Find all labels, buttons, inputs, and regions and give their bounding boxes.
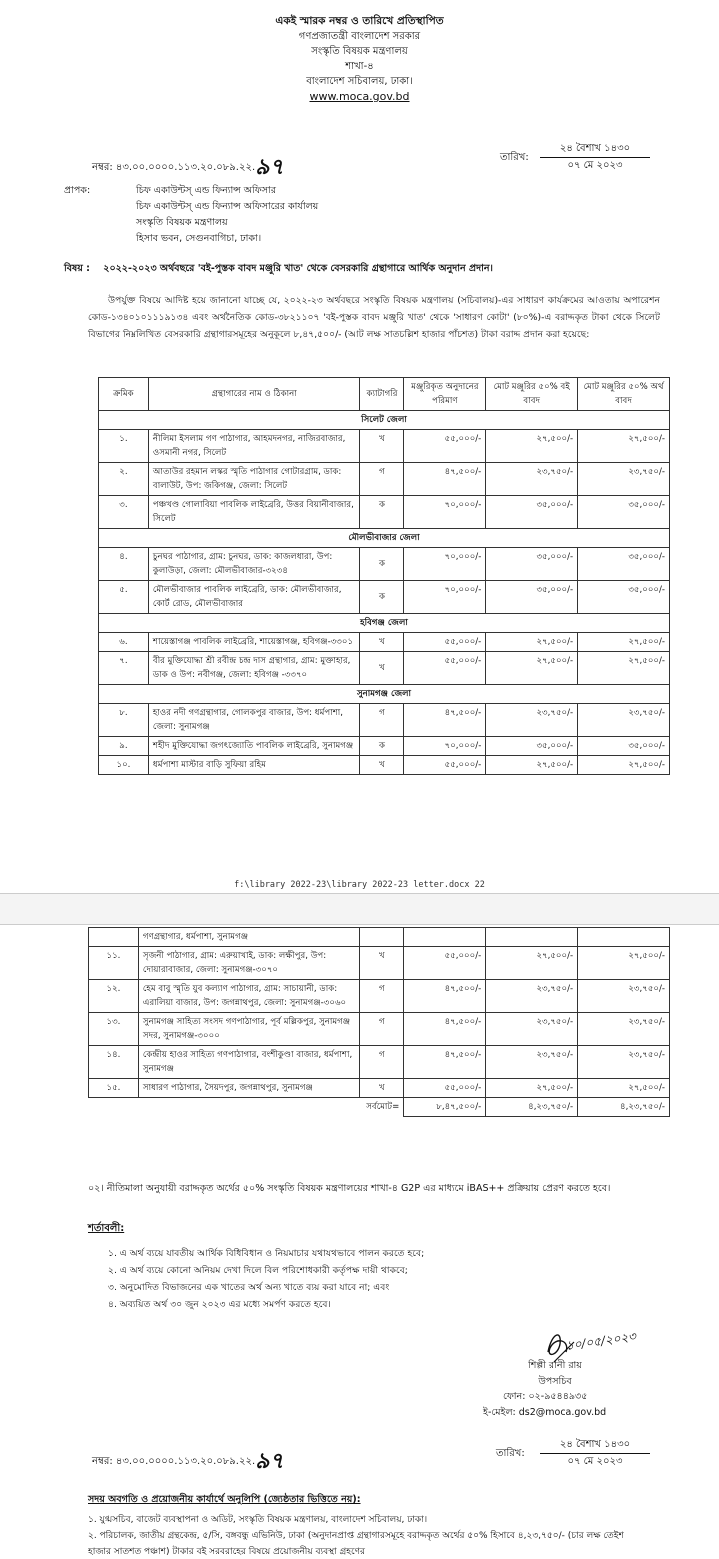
cell-books: ২৩,৭৫০/- [486,980,578,1013]
col-header-category: ক্যাটাগরি [360,378,404,411]
table-row [99,496,670,529]
table-row [99,463,670,496]
grant-table-page2 [88,927,670,1117]
cell-category: ক [360,496,404,529]
cell-library: ধর্মপাশা মাস্টার বাড়ি সুফিয়া রহিম [148,756,360,775]
office-address: বাংলাদেশ সচিবালয়, ঢাকা। [306,76,413,87]
date-box [540,141,650,174]
cell-library: চুনঘর পাঠাগার, গ্রাম: চুনঘর, ডাক: কাজলধারা, উপ: কুলাউড়া, জেলা: মৌলভীবাজার-৩২৩৪ [148,548,360,581]
district-row [99,614,670,633]
signatory-phone: ফোন: ০২-৯৫৪৪৯৩৫ [503,1391,588,1402]
cell-books: ৩৫,০০০/- [486,581,578,614]
cell-cash: ২৩,৭৫০/- [578,1013,670,1046]
memo-reference-repeat [92,1444,284,1481]
cell-serial: ৯. [99,737,149,756]
memo-reference [92,150,284,187]
memo-ref-label: নম্বর: [92,162,113,173]
cell-serial: ২. [99,463,149,496]
cell-category: খ [360,652,404,685]
cell-serial: ৭. [99,652,149,685]
branch-name: শাখা-৪ [345,61,374,72]
cell-cash: ২৭,৫০০/- [578,756,670,775]
memo-ref-handwritten: ৯৭ [255,154,284,180]
subject-line [64,262,493,277]
district-row [99,685,670,704]
cell-category: খ [360,430,404,463]
grant-table-page1 [98,377,670,775]
cell-category: খ [360,947,404,980]
col-header-grant: মঞ্জুরিকৃত অনুদানের পরিমাণ [404,378,486,411]
cell-library: হাওর নদী গণগ্রন্থাগার, গোলকপুর বাজার, উপ: ধর্মপাশা, জেলা: সুনামগঞ্জ [148,704,360,737]
signature-block [480,1358,630,1390]
cell-category: গ [360,1013,404,1046]
cell-serial: ১৩. [89,1013,139,1046]
col-header-library: গ্রন্থাগারের নাম ও ঠিকানা [148,378,360,411]
table-row [99,704,670,737]
status-bar-strip [0,0,719,8]
cell-grant: ৭০,০০০/- [404,548,486,581]
signatory-email: ই-মেইল: ds2@moca.gov.bd [483,1407,607,1418]
cell-serial: ১১. [89,947,139,980]
cell-category: খ [360,633,404,652]
cell-books: ৩৫,০০০/- [486,548,578,581]
continuation-row [89,928,670,947]
date-label: তারিখ: [496,1448,525,1459]
recipient-label: প্রাপক: [64,185,91,196]
cell-serial: ৩. [99,496,149,529]
recipient-line: সংস্কৃতি বিষয়ক মন্ত্রণালয় [136,217,228,228]
cell-cash: ২৩,৭৫০/- [578,704,670,737]
cell-grant: ৭০,০০০/- [404,737,486,756]
cell-cash: ৩৫,০০০/- [578,548,670,581]
cell-books: ২৩,৭৫০/- [486,704,578,737]
cell-library: হেম বাবু স্মৃতি যুব কল্যাণ পাঠাগার, গ্রাম: সাচায়ানী, ডাক: এরালিয়া বাজার, উপ: জগন্নাথপুর, জেলা: সুনামগঞ্জ-৩০৬০ [138,980,360,1013]
letterhead [0,14,719,104]
cell-cash: ২৭,৫০০/- [578,1079,670,1098]
cell-cash: ২৭,৫০০/- [578,633,670,652]
table-row [89,947,670,980]
copy-item: ১. যুগ্মসচিব, বাজেট ব্যবস্থাপনা ও অডিট, সংস্কৃতি বিষয়ক মন্ত্রণালয়, বাংলাদেশ সচিবালয়, ঢাকা। [88,1515,428,1525]
cell-library: সাধারণ পাঠাগার, সৈয়দপুর, জগন্নাথপুর, সুনামগঞ্জ [138,1079,360,1098]
signatory-designation: উপসচিব [538,1376,572,1387]
district-name: সিলেট জেলা [99,411,670,430]
cell-cash: ২৩,৭৫০/- [578,463,670,496]
cell-grant: ৪৭,৫০০/- [404,704,486,737]
table-row [99,756,670,775]
cell-grant: ৫৫,০০০/- [404,430,486,463]
cell-serial: ৪. [99,548,149,581]
cell-books: ২৩,৭৫০/- [486,1046,578,1079]
cell-grant: ৫৫,০০০/- [404,756,486,775]
cell-serial: ১৪. [89,1046,139,1079]
district-name: সুনামগঞ্জ জেলা [99,685,670,704]
cell-category: ক [360,548,404,581]
date-label: তারিখ: [500,152,529,163]
col-header-cash: মোট মঞ্জুরির ৫০% অর্থ বাবদ [578,378,670,411]
cell-books: ২৩,৭৫০/- [486,463,578,496]
note-02: ০২। নীতিমালা অনুযায়ী বরাদ্দকৃত অর্থের ৫০% সংস্কৃতি বিষয়ক মন্ত্রণালয়ের শাখা-৪ G2P এর মাধ্যমে iBAS++ প্রক্রিয়ায় প্রেরণ করতে হবে। [88,1183,611,1194]
table-header-row [99,378,670,411]
cell-books: ৩৫,০০০/- [486,737,578,756]
cell-grant: ৪৭,৫০০/- [404,1013,486,1046]
table-row [89,1013,670,1046]
cell-books: ২৭,৫০০/- [486,652,578,685]
signatory-name: শিল্পী রানী রায় [528,1360,582,1371]
cell-cash: ২৩,৭৫০/- [578,1046,670,1079]
table-row [99,581,670,614]
memo-ref-label: নম্বর: [92,1456,113,1467]
table-row [99,633,670,652]
subject-text: ২০২২-২০২৩ অর্থবছরে 'বই-পুস্তক বাবদ মঞ্জুরি খাত' থেকে বেসরকারি গ্রন্থাগারে আর্থিক অনুদান প্রদান। [103,263,493,274]
date-bangla: ২৪ বৈশাখ ১৪৩০ [540,141,650,158]
copy-heading: সদয় অবগতি ও প্রয়োজনীয় কার্যার্থে অনুলিপি (জ্যেষ্ঠতার ভিত্তিতে নয়): [88,1494,361,1505]
cell-category: গ [360,1046,404,1079]
cell-serial: ১৫. [89,1079,139,1098]
table-row [89,1046,670,1079]
signature-date: ১০/০৫/২০২৩ [565,1329,637,1353]
cell-category: গ [360,980,404,1013]
cell-library: সৃজনী পাঠাগার, গ্রাম: এরুয়াখাই, ডাক: লক্ষীপুর, উপ: দোয়ারাবাজার, জেলা: সুনামগঞ্জ-৩০৭০ [138,947,360,980]
cell-serial: ৮. [99,704,149,737]
cell-library: বীর মুক্তিযোদ্ধা শ্রী রবীন্দ্র চন্দ্র দাস গ্রন্থাগার, গ্রাম: মুক্তাহার, ডাক ও উপ: নবীগঞ্জ, জেলা: হবিগঞ্জ -৩৩৭০ [148,652,360,685]
cell-grant: ৫৫,০০০/- [404,1079,486,1098]
cell-library: নীলিমা ইসলাম গণ পাঠাগার, আহমদনগর, নাজিরবাজার, ওসমানী নগর, সিলেট [148,430,360,463]
cell-serial: ৫. [99,581,149,614]
cell-grant: ৪৭,৫০০/- [404,463,486,496]
date-box-repeat [540,1437,650,1470]
cell-books: ২৭,৫০০/- [486,947,578,980]
page-break [0,893,719,925]
col-header-books: মোট মঞ্জুরির ৫০% বই বাবদ [486,378,578,411]
file-path-footer: f:\library 2022-23\library 2022-23 letter.docx 22 [234,880,485,890]
cell-library: সুনামগঞ্জ সাহিত্য সংসদ গণপাঠাগার, পূর্ব মল্লিকপুর, সুনামগঞ্জ সদর, সুনামগঞ্জ-৩০০০ [138,1013,360,1046]
col-header-serial: ক্রমিক [99,378,149,411]
cell-grant: ৭০,০০০/- [404,581,486,614]
cell-grant: ৫৫,০০০/- [404,947,486,980]
date-english: ০৭ মে ২০২৩ [567,160,623,171]
ministry-name: সংস্কৃতি বিষয়ক মন্ত্রণালয় [311,46,408,57]
cell-cash: ২৩,৭৫০/- [578,980,670,1013]
date-bangla: ২৪ বৈশাখ ১৪৩০ [540,1437,650,1454]
cell-cash: ৩৫,০০০/- [578,581,670,614]
cell-books: ২৭,৫০০/- [486,756,578,775]
recipient-line: হিসাব ভবন, সেগুনবাগিচা, ঢাকা। [136,233,262,244]
condition-item: ৪. অব্যয়িত অর্থ ৩০ জুন ২০২৩ এর মধ্যে সমর্পণ করতে হবে। [108,1299,331,1310]
total-row [89,1098,670,1117]
cell-cash: ২৭,৫০০/- [578,430,670,463]
government-name: গণপ্রজাতন্ত্রী বাংলাদেশ সরকার [298,31,421,42]
condition-item: ১. এ অর্থ ব্যয়ে যাবতীয় আর্থিক বিধিবিধান ও নিয়মাচার যথাযথভাবে পালন করতে হবে; [108,1248,425,1259]
total-label: সর্বমোট= [89,1098,404,1117]
cell-serial: ১০. [99,756,149,775]
district-name: হবিগঞ্জ জেলা [99,614,670,633]
body-paragraph: উপর্যুক্ত বিষয়ে আদিষ্ট হয়ে জানানো যাচ্ছে যে, ২০২২-২৩ অর্থবছরে সংস্কৃতি বিষয়ক মন্ত্রণালয় (সচিবালয়)-এর সাধারণ কার্যক্রমের আওতায় অপারেশন কোড-১৩৪০১০১১১৯১৩৪ এবং অর্থনৈতিক কোড-৩৮২১১০৭ 'বই-পুস্তক বাবদ মঞ্জুরি খাত' থেকে 'সাধারণ কোটা' (৮০%)-এ বরাদ্দকৃত টাকা থেকে সিলেট বিভাগের নিম্নলিখিত বেসরকারি গ্রন্থাগারসমূহের অনুকূলে ৮,৪৭,৫০০/- (আট লক্ষ সাতচল্লিশ হাজার পাঁচশত) টাকা বরাদ্দ প্রদান করা হয়েছে: [88,295,660,340]
cell-grant: ৫৫,০০০/- [404,633,486,652]
cell-serial: ১২. [89,980,139,1013]
recipient-line: চিফ একাউন্টস্ এন্ড ফিন্যান্স অফিসার [136,185,276,196]
cell-serial: ১. [99,430,149,463]
conditions-heading: শর্তাবলী: [88,1223,125,1234]
table-row [99,737,670,756]
subject-label: বিষয় : [64,263,90,274]
cell-category: ক [360,581,404,614]
cell-serial: ৬. [99,633,149,652]
cell-books: ৩৫,০০০/- [486,496,578,529]
total-grant: ৮,৪৭,৫০০/- [404,1098,486,1117]
condition-item: ৩. অনুমোদিত বিভাজনের এক খাতের অর্থ অন্য খাতে ব্যয় করা যাবে না; এবং [108,1282,390,1293]
cell-category: ক [360,737,404,756]
cell-grant: ৪৭,৫০০/- [404,980,486,1013]
cell-grant: ৪৭,৫০০/- [404,1046,486,1079]
table-row [99,548,670,581]
cell-books: ২৩,৭৫০/- [486,1013,578,1046]
cell-library: আতাউর রহমান লস্কর স্মৃতি পাঠাগার গোটারগ্রাম, ডাক: বালাউট, উপ: জকিগঞ্জ, জেলা: সিলেট [148,463,360,496]
copy-item: ২. পরিচালক, জাতীয় গ্রন্থকেন্দ্র, ৫/সি, বঙ্গবন্ধু এভিনিউ, ঢাকা (অনুদানপ্রাপ্ত গ্রন্থাগারসমূহে বরাদ্দকৃত অর্থের ৫০% হিসাবে ৪,২৩,৭৫০/- (চার লক্ষ তেইশ হাজার সাতশত পঞ্চাশ) টাকার বই সরবরাহের বিষয়ে প্রয়োজনীয় ব্যবস্থা গ্রহণের [88,1531,624,1557]
memo-ref-number: ৪৩.০০.০০০০.১১৩.২০.০৮৯.২২. [115,1456,256,1467]
district-row [99,529,670,548]
cell-library-continued: গণগ্রন্থাগার, ধর্মপাশা, সুনামগঞ্জ [138,928,360,947]
cell-books: ২৭,৫০০/- [486,633,578,652]
cell-library: শহীদ মুক্তিযোদ্ধা জগৎজ্যোতি পাবলিক লাইব্রেরি, সুনামগঞ্জ [148,737,360,756]
cell-library: শায়েস্তাগঞ্জ পাবলিক লাইব্রেরি, শায়েস্তাগঞ্জ, হবিগঞ্জ-৩৩০১ [148,633,360,652]
cell-books: ২৭,৫০০/- [486,430,578,463]
cell-category: খ [360,756,404,775]
recipient-line: চিফ একাউন্টস্ এন্ড ফিন্যান্স অফিসারের কার্যালয় [136,201,319,212]
cell-cash: ৩৫,০০০/- [578,496,670,529]
table-row [99,652,670,685]
memo-ref-handwritten: ৯৭ [255,1448,284,1474]
cell-category: গ [360,704,404,737]
cell-library: মৌলভীবাজার পাবলিক লাইব্রেরি, ডাক: মৌলভীবাজার, কোর্ট রোড, মৌলভীবাজার [148,581,360,614]
cell-category: খ [360,1079,404,1098]
table-row [89,1079,670,1098]
website-link[interactable]: www.moca.gov.bd [309,90,410,103]
cell-grant: ৭০,০০০/- [404,496,486,529]
cell-books: ২৭,৫০০/- [486,1079,578,1098]
total-cash: ৪,২৩,৭৫০/- [578,1098,670,1117]
table-row [99,430,670,463]
cell-category: গ [360,463,404,496]
cell-library: পঞ্চখণ্ড গোলাবিয়া পাবলিক লাইব্রেরি, উত্তর বিয়ানীবাজার, সিলেট [148,496,360,529]
replacement-note: একই স্মারক নম্বর ও তারিখে প্রতিস্থাপিত [275,15,444,27]
date-english: ০৭ মে ২০২৩ [567,1456,623,1467]
cell-grant: ৫৫,০০০/- [404,652,486,685]
total-books: ৪,২৩,৭৫০/- [486,1098,578,1117]
cell-cash: ৩৫,০০০/- [578,737,670,756]
cell-cash: ২৭,৫০০/- [578,947,670,980]
cell-library: কেন্দ্রীয় হাওর সাহিত্য গণপাঠাগার, বংশীকুণ্ডা বাজার, ধর্মপাশা, সুনামগঞ্জ [138,1046,360,1079]
recipient-block [64,183,624,253]
cell-cash: ২৭,৫০০/- [578,652,670,685]
district-row [99,411,670,430]
memo-ref-number: ৪৩.০০.০০০০.১১৩.২০.০৮৯.২২. [115,162,256,173]
district-name: মৌলভীবাজার জেলা [99,529,670,548]
condition-item: ২. এ অর্থ ব্যয়ে কোনো অনিয়ম দেখা দিলে বিল পরিশোধকারী কর্তৃপক্ষ দায়ী থাকবে; [108,1265,408,1276]
table-row [89,980,670,1013]
